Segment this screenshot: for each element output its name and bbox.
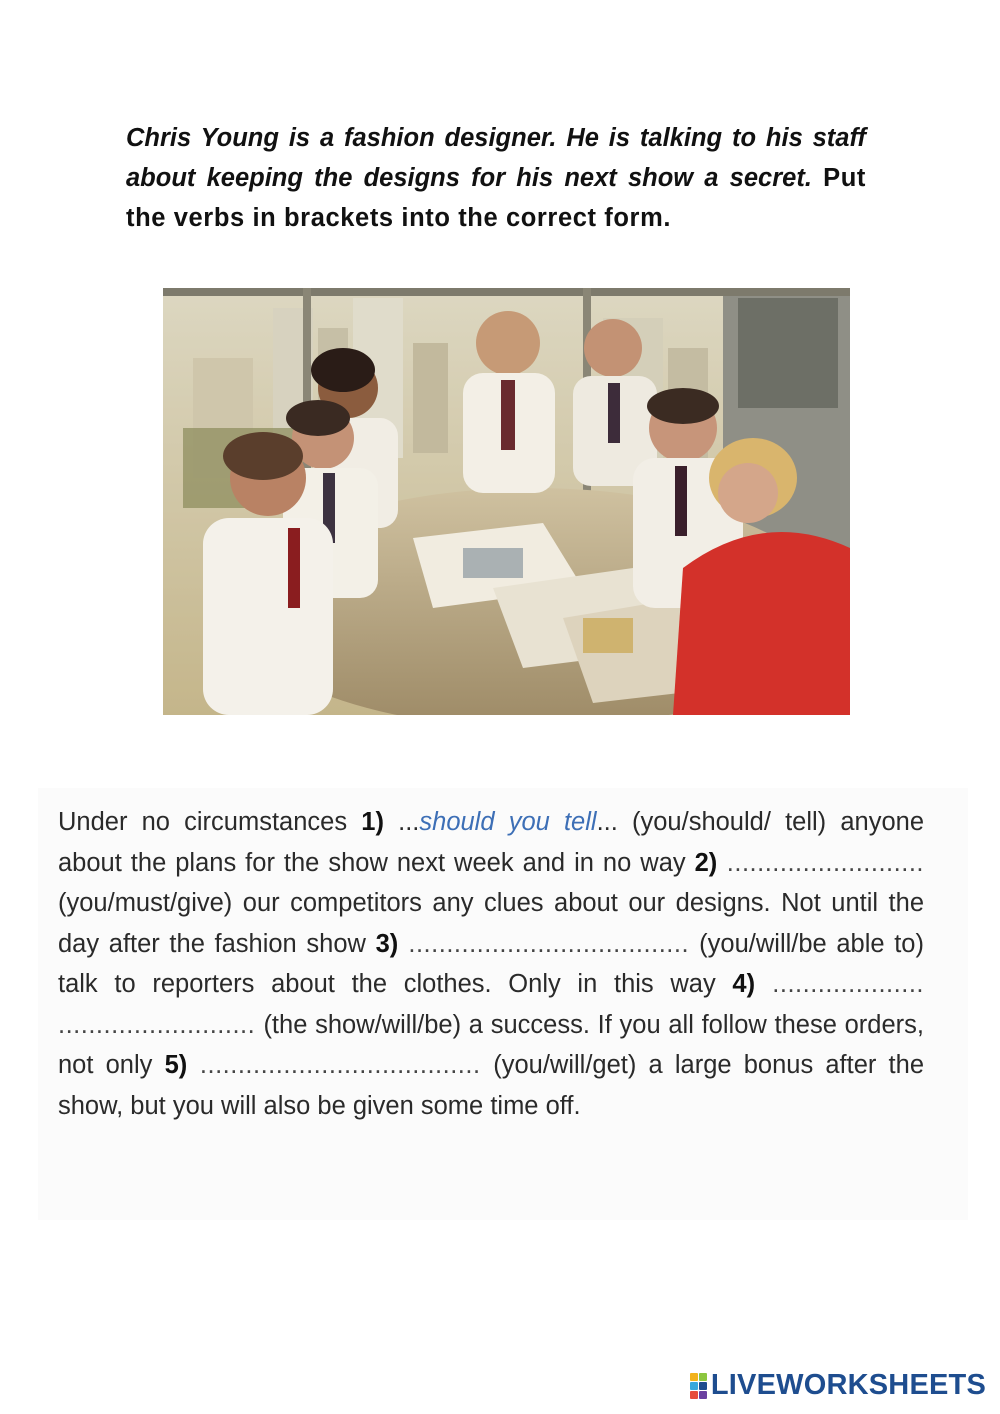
exercise-paragraph: [58, 802, 924, 1126]
question-number-2: 2): [694, 848, 718, 877]
meeting-photo: [163, 288, 850, 715]
logo-mark-icon: [690, 1373, 707, 1399]
answer-gap-2[interactable]: ..........................: [717, 848, 924, 877]
answer-gap-5[interactable]: .....................................: [187, 1051, 494, 1079]
exercise-panel: [38, 788, 968, 1220]
answer-gap-4[interactable]: .................... ..........................: [58, 970, 924, 1039]
intro-instruction: Put the verbs in brackets into the correct form.: [126, 164, 867, 232]
question-number-5: 5): [164, 1051, 188, 1079]
question-number-4: 4): [732, 970, 756, 998]
liveworksheets-logo: [690, 1369, 986, 1402]
exercise-text: (you/must/give) our competitors any clues about our designs. Not until the day after the fashion show: [58, 889, 924, 958]
answer-gap-3[interactable]: .....................................: [398, 929, 700, 958]
question-number-1: 1): [361, 808, 384, 836]
question-number-3: 3): [375, 929, 399, 958]
answer-1[interactable]: should you tell: [419, 808, 597, 836]
answer-dots: ...: [383, 808, 420, 836]
answer-dots: ...: [596, 808, 618, 836]
exercise-text: (the show/will/be) a success. If you all follow these orders, not only: [58, 1010, 924, 1079]
exercise-text: (you/will/be able to) talk to reporters about the clothes. Only in this way: [58, 929, 924, 998]
logo-text: LIVEWORKSHEETS: [710, 1369, 986, 1401]
intro-paragraph: [126, 118, 866, 238]
exercise-text: (you/should/ tell) anyone about the plans for the show next week and in no way: [58, 808, 924, 877]
exercise-text: (you/will/get) a large bonus after the show, but you will also be given some time off.: [58, 1051, 924, 1120]
intro-lead: Chris Young is a fashion designer. He is talking to his staff about keeping the designs for his next show a secret.: [126, 124, 866, 192]
exercise-text: Under no circumstances: [58, 808, 362, 836]
